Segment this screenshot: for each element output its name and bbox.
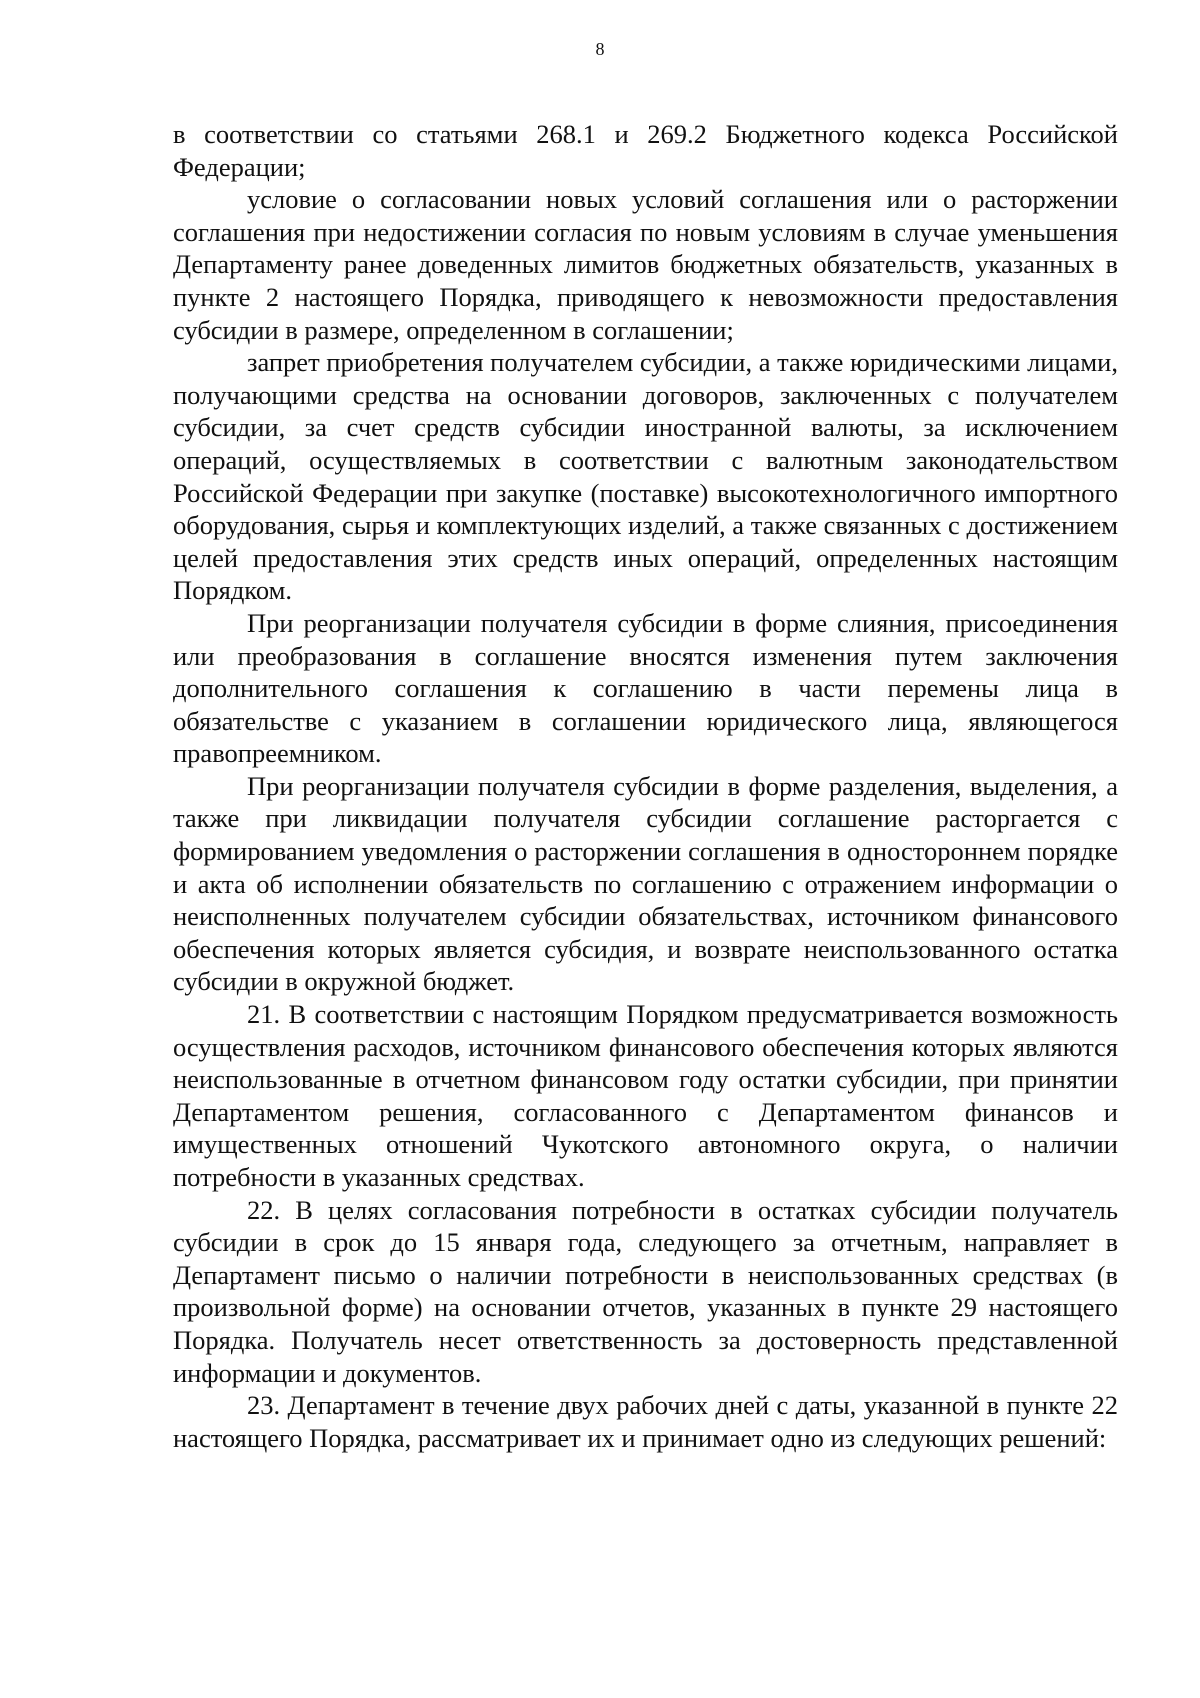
paragraph-clause-23: 23. Департамент в течение двух рабочих дней с даты, указанной в пункте 22 настоящего Порядка, рассматривает их и принимает одно из следующих решений: bbox=[173, 1390, 1118, 1453]
paragraph-agreement-terms-condition: условие о согласовании новых условий соглашения или о расторжении соглашения при недостижении согласия по новым условиям в случае уменьшения Департаменту ранее доведенных лимитов бюджетных обязательств, указанных в пункте 2 настоящего Порядка, приводящего к невозможности предоставления субсидии в размере, определенном в соглашении; bbox=[173, 184, 1118, 345]
paragraph-clause-22: 22. В целях согласования потребности в остатках субсидии получатель субсидии в срок до 15 января года, следующего за отчетным, направляет в Департамент письмо о наличии потребности в неиспользованных средствах (в произвольной форме) на основании отчетов, указанных в пункте 29 настоящего Порядка. Получатель несет ответственность за достоверность представленной информации и документов. bbox=[173, 1194, 1118, 1388]
paragraph-reorganization-division: При реорганизации получателя субсидии в форме разделения, выделения, а также при ликвидации получателя субсидии соглашение расторгается с формированием уведомления о расторжении соглашения в одностороннем порядке и акта об исполнении обязательств по соглашению с отражением информации о неисполненных получателем субсидии обязательствах, источником финансового обеспечения которых является субсидия, и возврате неиспользованного остатка субсидии в окружной бюджет. bbox=[173, 770, 1118, 997]
paragraph-reorganization-merger: При реорганизации получателя субсидии в форме слияния, присоединения или преобразования в соглашение вносятся изменения путем заключения дополнительного соглашения к соглашению в части перемены лица в обязательстве с указанием в соглашении юридического лица, являющегося правопреемником. bbox=[173, 607, 1118, 769]
document-body bbox=[173, 118, 1118, 1454]
page-number: 8 bbox=[595, 39, 605, 59]
paragraph-clause-21: 21. В соответствии с настоящим Порядком предусматривается возможность осуществления расходов, источником финансового обеспечения которых являются неиспользованные в отчетном финансовом году остатки субсидии, при принятии Департаментом решения, согласованного с Департаментом финансов и имущественных отношений Чукотского автономного округа, о наличии потребности в указанных средствах. bbox=[173, 999, 1118, 1192]
paragraph-statutes-continuation: в соответствии со статьями 268.1 и 269.2 Бюджетного кодекса Российской Федерации; bbox=[173, 119, 1118, 182]
paragraph-foreign-currency-ban: запрет приобретения получателем субсидии, а также юридическими лицами, получающими средства на основании договоров, заключенных с получателем субсидии, за счет средств субсидии иностранной валюты, за исключением операций, осуществляемых в соответствии с валютным законодательством Российской Федерации при закупке (поставке) высокотехнологичного импортного оборудования, сырья и комплектующих изделий, а также связанных с достижением целей предоставления этих средств иных операций, определенных настоящим Порядком. bbox=[173, 347, 1118, 606]
